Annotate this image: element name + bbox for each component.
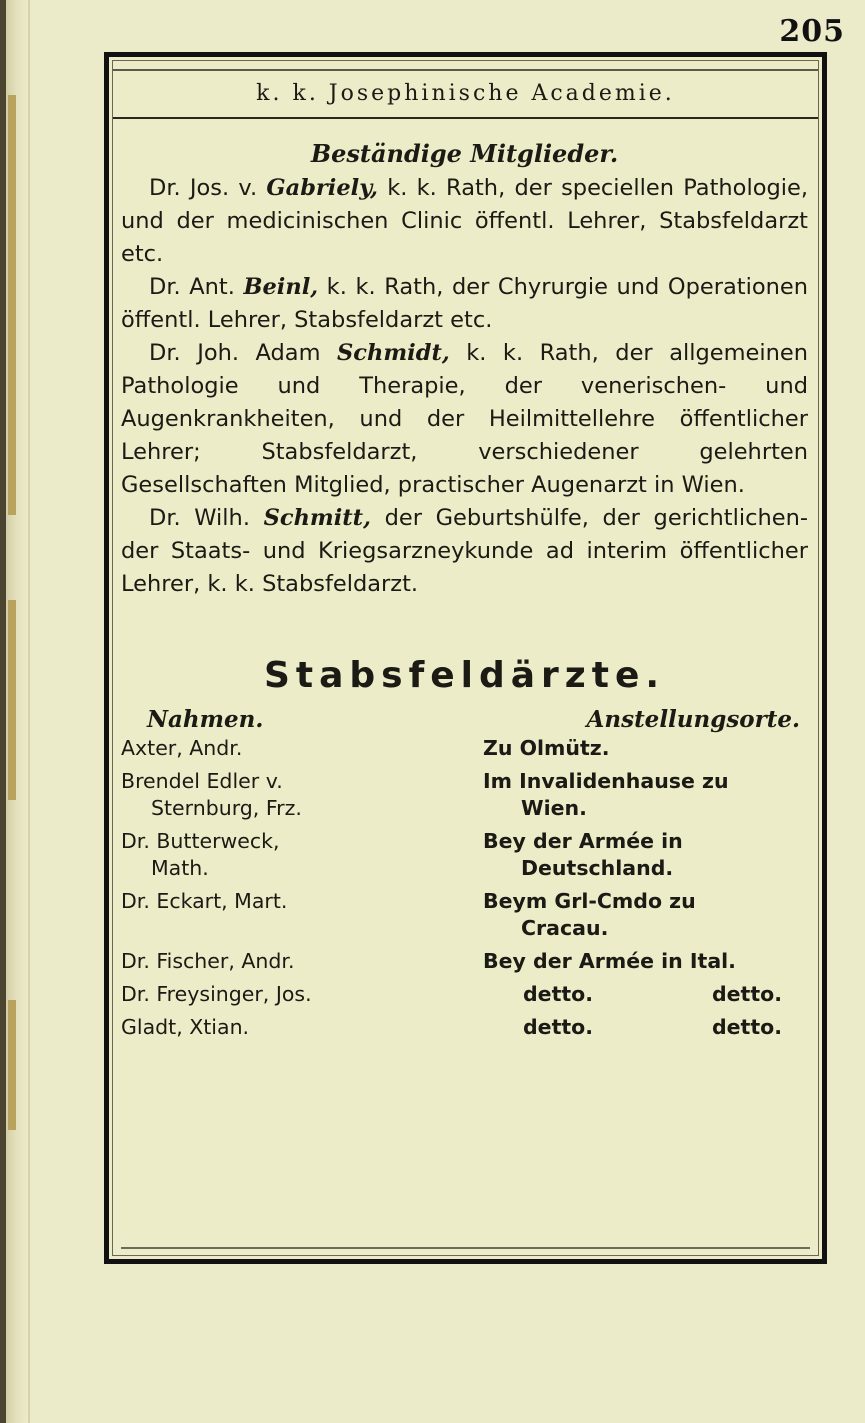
member-name: Schmidt, bbox=[337, 340, 450, 366]
staff-name: Dr. Butterweck, Math. bbox=[121, 829, 280, 880]
staff-place: Beym Grl-Cmdo zu Cracau. bbox=[483, 889, 696, 940]
staff-place: detto. detto. bbox=[523, 1015, 782, 1039]
header-title: k. k. Josephinische Academie. bbox=[113, 69, 818, 119]
staff-name: Gladt, Xtian. bbox=[121, 1015, 250, 1039]
staff-place: Bey der Armée in Ital. bbox=[483, 949, 736, 973]
staff-row bbox=[121, 828, 808, 882]
staff-name: Dr. Freysinger, Jos. bbox=[121, 982, 312, 1006]
staff-place: detto. detto. bbox=[523, 982, 782, 1006]
staff-row bbox=[121, 1014, 808, 1041]
staff-place: Im Invalidenhause zu Wien. bbox=[483, 769, 729, 820]
page-number: 205 bbox=[779, 14, 845, 49]
staff-table-header bbox=[121, 706, 808, 733]
member-entry: Dr. Ant. Beinl, k. k. Rath, der Chyrurgie und Operationen öffentl. Lehrer, Stabsfeldarzt etc. bbox=[121, 274, 809, 333]
staff-name: Dr. Eckart, Mart. bbox=[121, 889, 288, 913]
staff-name: Dr. Fischer, Andr. bbox=[121, 949, 295, 973]
member-entry: Dr. Wilh. Schmitt, der Geburtshülfe, der gerichtlichen- der Staats- und Kriegsarzneykunde ad interim öffentlicher Lehrer, k. k. Stabsfeldarzt. bbox=[121, 505, 808, 597]
page-frame bbox=[104, 52, 827, 1264]
book-spine-edge bbox=[0, 0, 30, 1423]
member-name: Schmitt, bbox=[263, 505, 371, 531]
staff-row bbox=[121, 981, 808, 1008]
staff-row bbox=[121, 768, 808, 822]
bottom-rule bbox=[121, 1247, 810, 1249]
page-content bbox=[121, 139, 808, 1047]
staff-row bbox=[121, 735, 808, 762]
staff-name: Axter, Andr. bbox=[121, 736, 243, 760]
staff-name: Brendel Edler v. Sternburg, Frz. bbox=[121, 769, 302, 820]
staff-row bbox=[121, 888, 808, 942]
staff-place: Zu Olmütz. bbox=[483, 736, 610, 760]
staff-place: Bey der Armée in Deutschland. bbox=[483, 829, 683, 880]
member-name: Beinl, bbox=[243, 274, 319, 300]
staff-row bbox=[121, 948, 808, 975]
member-name: Gabriely, bbox=[266, 175, 378, 201]
members-heading: Beständige Mitglieder. bbox=[310, 139, 619, 168]
member-entry: Dr. Joh. Adam Schmidt, k. k. Rath, der allgemeinen Pathologie und Therapie, der venerischen- und Augenkrankheiten, und der Heilmittellehre öffentlicher Lehrer; Stabsfeldarzt, verschiedener gelehrten Gesellschaften Mitglied, practischer Augenarzt in Wien. bbox=[121, 340, 808, 498]
member-entry: Dr. Jos. v. Gabriely, k. k. Rath, der speciellen Pathologie, und der medicinischen Clinic öffentl. Lehrer, Stabsfeldarzt etc. bbox=[121, 175, 808, 267]
column-header-names: Nahmen. bbox=[147, 706, 264, 733]
staff-section-title: Stabsfeldärzte. bbox=[263, 655, 666, 696]
column-header-places: Anstellungsorte. bbox=[586, 706, 800, 733]
